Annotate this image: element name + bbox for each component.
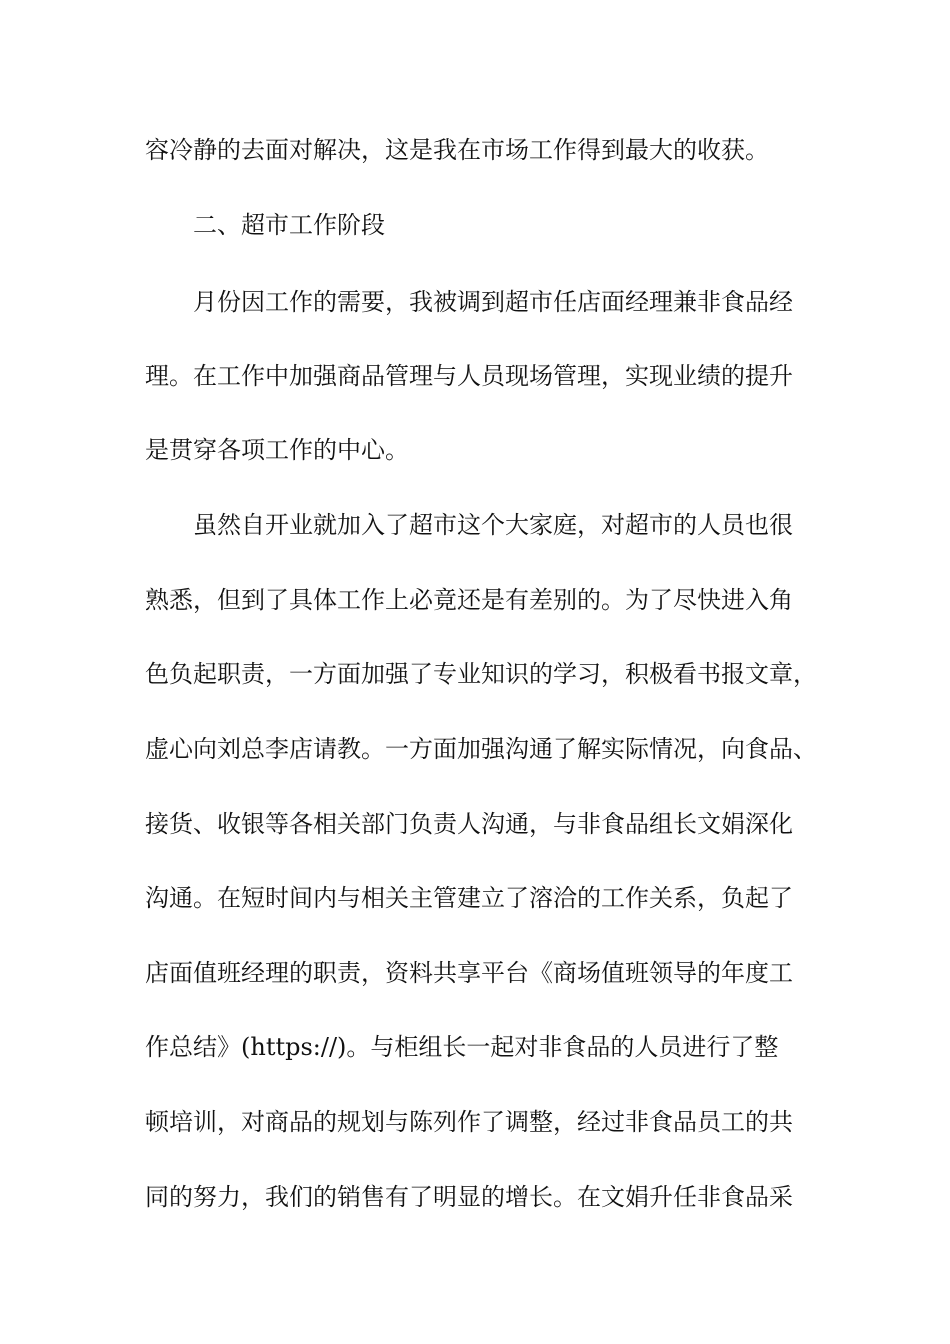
text-line-5: 是贯穿各项工作的中心。: [145, 436, 409, 464]
text-line-10: 接货、收银等各相关部门负责人沟通，与非食品组长文娟深化: [145, 810, 793, 838]
text-line-14: 顿培训，对商品的规划与陈列作了调整，经过非食品员工的共: [145, 1108, 793, 1136]
text-line-7: 熟悉，但到了具体工作上必竟还是有差别的。为了尽快进入角: [145, 586, 793, 614]
text-line-12: 店面值班经理的职责，资料共享平台《商场值班领导的年度工: [145, 959, 793, 987]
text-line-3: 月份因工作的需要，我被调到超市任店面经理兼非食品经: [193, 288, 793, 316]
text-line-9: 虚心向刘总李店请教。一方面加强沟通了解实际情况，向食品、: [145, 735, 817, 763]
section-heading: 二、超市工作阶段: [193, 211, 385, 239]
text-line-6: 虽然自开业就加入了超市这个大家庭，对超市的人员也很: [193, 511, 793, 539]
text-line-4: 理。在工作中加强商品管理与人员现场管理，实现业绩的提升: [145, 362, 793, 390]
text-line-11: 沟通。在短时间内与相关主管建立了溶洽的工作关系，负起了: [145, 884, 793, 912]
text-line-8: 色负起职责，一方面加强了专业知识的学习，积极看书报文章，: [145, 660, 817, 688]
text-line-15: 同的努力，我们的销售有了明显的增长。在文娟升任非食品采: [145, 1183, 793, 1211]
text-line-13: 作总结》(https://)。与柜组长一起对非食品的人员进行了整: [145, 1033, 779, 1061]
text-line-1: 容冷静的去面对解决，这是我在市场工作得到最大的收获。: [145, 136, 769, 164]
